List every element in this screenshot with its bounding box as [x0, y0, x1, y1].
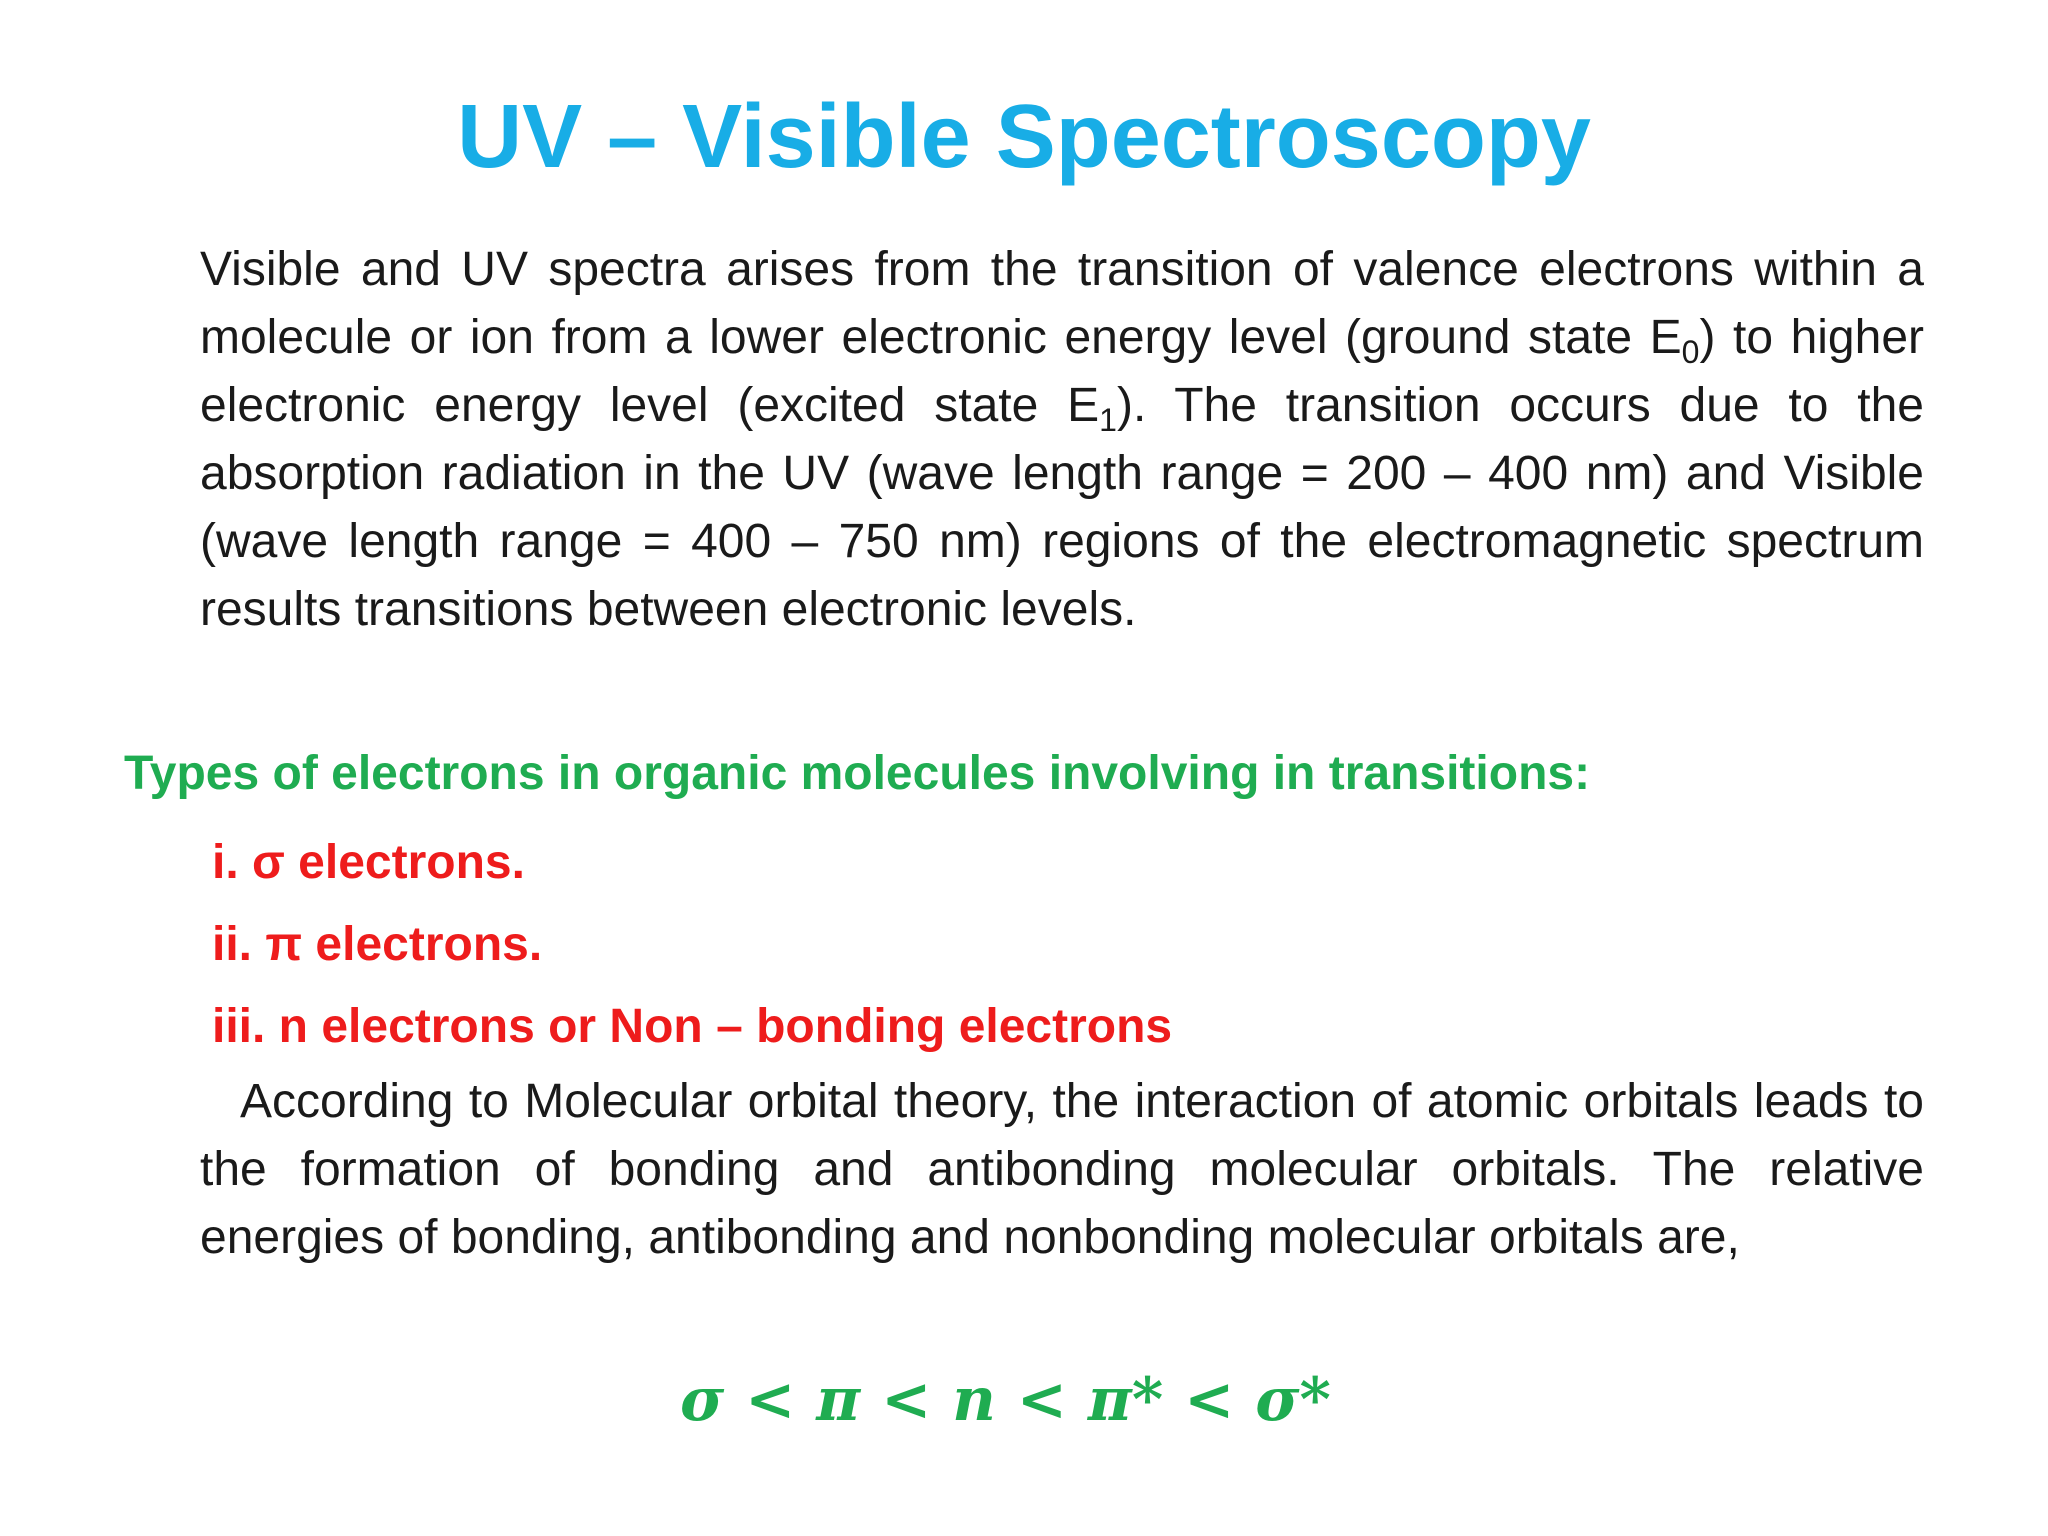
intro-text-part-a: Visible and UV spectra arises from the transition of valence electrons within a molecule or ion from a lower electronic energy level (ground state E: [200, 243, 1924, 364]
energy-order-formula: σ < π < n < π* < σ*: [680, 1365, 1331, 1435]
subscript-excited-state: 1: [1099, 402, 1117, 438]
list-item-sigma-electrons: i. σ electrons.: [212, 836, 525, 889]
intro-text-part-c: ). The transition occurs due to the absorption radiation in the UV (wave length range = 200 – 400 nm) and Visible (wave length range = 400 – 750 nm) regions of the electromagnetic spectrum results transitions between electronic levels.: [200, 379, 1924, 636]
subscript-ground-state: 0: [1681, 334, 1700, 370]
intro-text-part-b: ) to higher electronic energy level (excited state E: [200, 311, 1925, 432]
intro-paragraph: [200, 236, 1924, 644]
slide-title: UV – Visible Spectroscopy: [457, 87, 1591, 187]
electron-types-heading: Types of electrons in organic molecules involving in transitions:: [124, 747, 1591, 800]
list-item-n-electrons: iii. n electrons or Non – bonding electrons: [212, 1000, 1173, 1053]
electron-types-list: [212, 822, 1172, 1068]
list-item-pi-electrons: ii. π electrons.: [212, 918, 543, 971]
mo-theory-paragraph: According to Molecular orbital theory, the interaction of atomic orbitals leads to the formation of bonding and antibonding molecular orbitals. The relative energies of bonding, antibonding and nonbonding molecular orbitals are,: [200, 1075, 1924, 1264]
